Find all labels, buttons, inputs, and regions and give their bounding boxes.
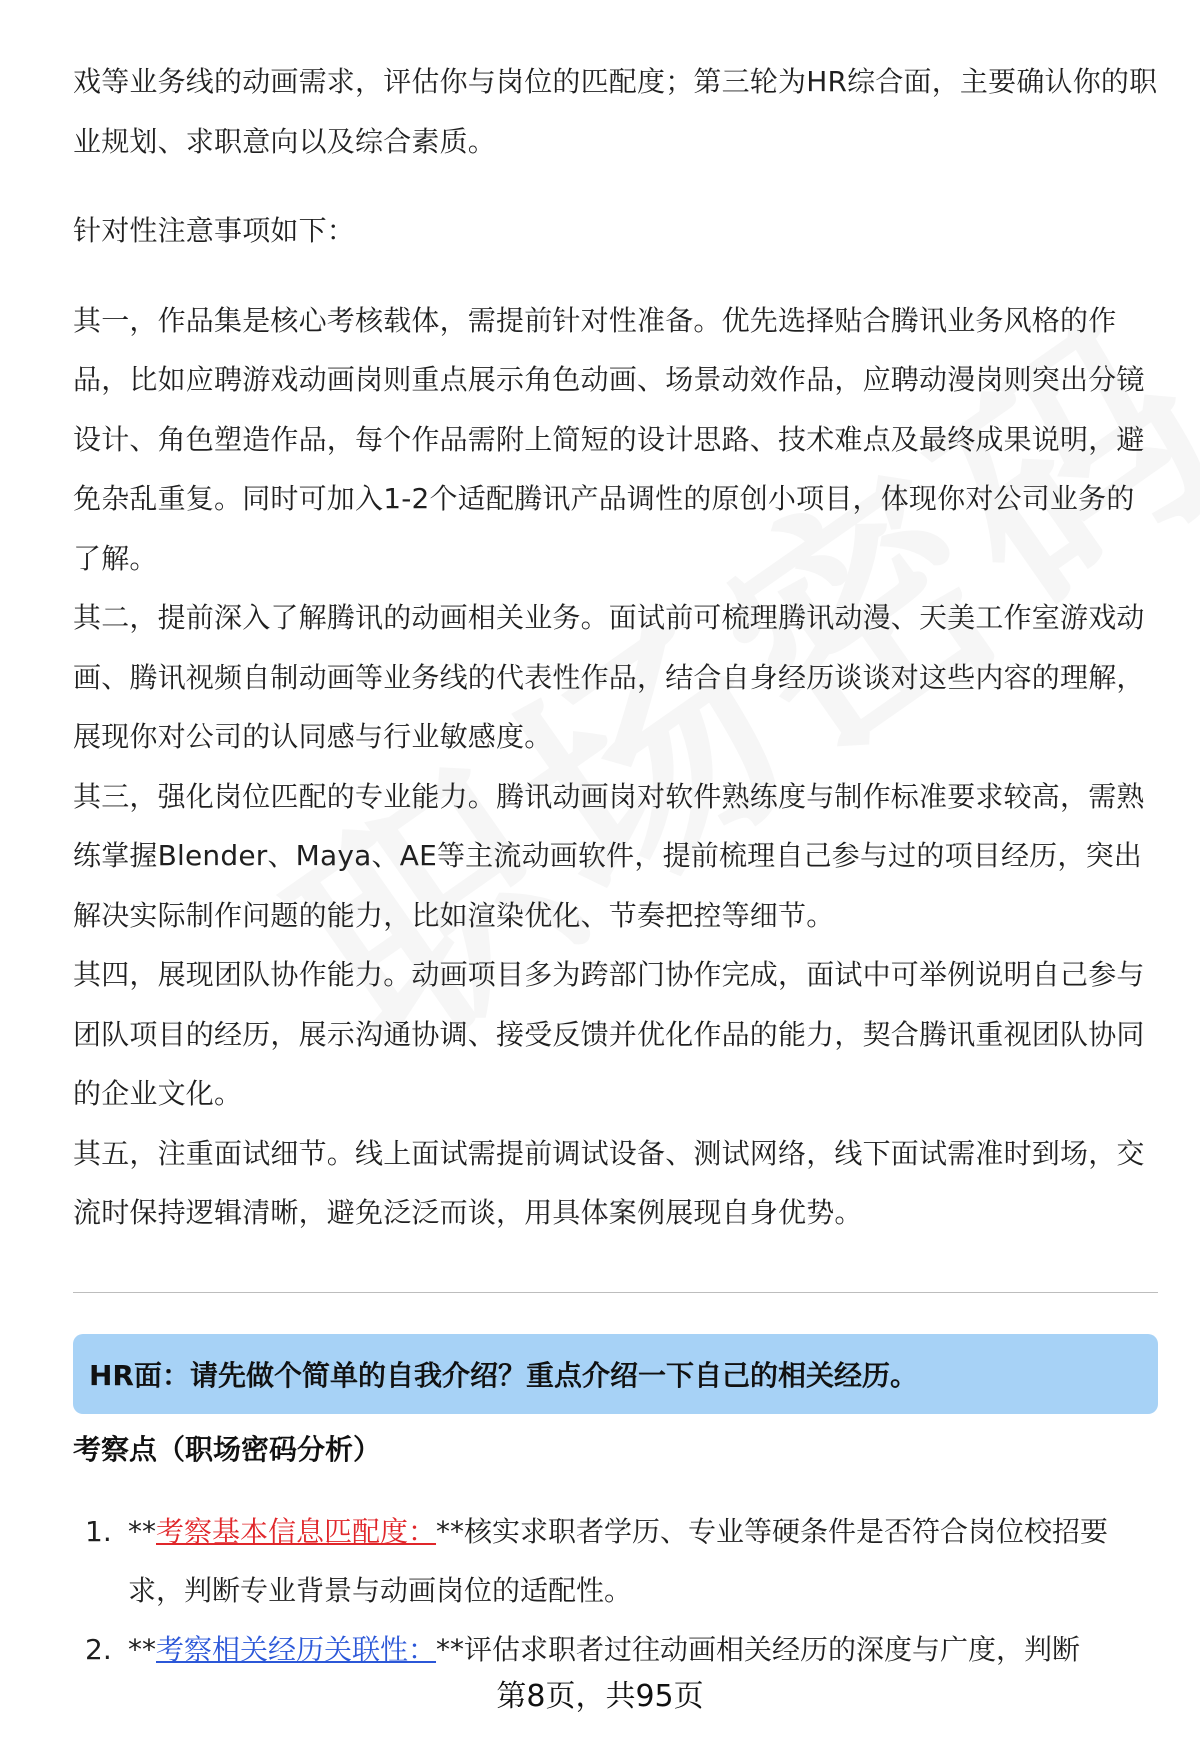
list-item-body: 核实求职者学历、专业等硬条件是否符合岗位校招要求，判断专业背景与动画岗位的适配性。 xyxy=(128,1515,1109,1607)
section-divider xyxy=(73,1292,1158,1293)
paragraph-point-4: 其四，展现团队协作能力。动画项目多为跨部门协作完成，面试中可举例说明自己参与团队项目的经历，展示沟通协调、接受反馈并优化作品的能力，契合腾讯重视团队协同的企业文化。 xyxy=(73,958,1145,1110)
list-item xyxy=(73,1620,1158,1679)
paragraph-point-3: 其三，强化岗位匹配的专业能力。腾讯动画岗对软件熟练度与制作标准要求较高，需熟练掌握Blender、Maya、AE等主流动画软件，提前梳理自己参与过的项目经历，突出解决实际制作问题的能力，比如渲染优化、节奏把控等细节。 xyxy=(73,779,1145,932)
list-item xyxy=(73,1502,1158,1620)
paragraph-intro: 戏等业务线的动画需求，评估你与岗位的匹配度；第三轮为HR综合面，主要确认你的职业规划、求职意向以及综合素质。 xyxy=(73,65,1158,158)
body-content xyxy=(73,52,1158,1243)
analysis-heading: 考察点（职场密码分析） xyxy=(73,1433,382,1466)
question-box xyxy=(73,1334,1158,1414)
bold-marker: ** xyxy=(436,1515,465,1548)
link-experience-relevance[interactable]: 考察相关经历关联性： xyxy=(156,1633,437,1666)
list-item-text xyxy=(128,1620,1158,1679)
analysis-list xyxy=(73,1502,1158,1679)
paragraph-point-2: 其二，提前深入了解腾讯的动画相关业务。面试前可梳理腾讯动漫、天美工作室游戏动画、腾讯视频自制动画等业务线的代表性作品，结合自身经历谈谈对这些内容的理解，展现你对公司的认同感与行业敏感度。 xyxy=(73,601,1145,753)
bold-marker: ** xyxy=(436,1633,465,1666)
paragraph-point-5: 其五，注重面试细节。线上面试需提前调试设备、测试网络，线下面试需准时到场，交流时保持逻辑清晰，避免泛泛而谈，用具体案例展现自身优势。 xyxy=(73,1136,1145,1229)
list-item-body: 评估求职者过往动画相关经历的深度与广度，判断 xyxy=(464,1633,1081,1666)
bold-marker: ** xyxy=(128,1515,156,1548)
bold-marker: ** xyxy=(128,1633,156,1666)
question-text: HR面：请先做个简单的自我介绍？重点介绍一下自己的相关经历。 xyxy=(89,1359,918,1392)
list-item-text xyxy=(128,1502,1158,1620)
list-number: 2. xyxy=(85,1633,112,1666)
paragraph-point-1: 其一，作品集是核心考核载体，需提前针对性准备。优先选择贴合腾讯业务风格的作品，比如应聘游戏动画岗则重点展示角色动画、场景动效作品，应聘动漫岗则突出分镜设计、角色塑造作品，每个作品需附上简短的设计思路、技术难点及最终成果说明，避免杂乱重复。同时可加入1-2个适配腾讯产品调性的原创小项目，体现你对公司业务的了解。 xyxy=(73,303,1145,575)
list-number: 1. xyxy=(85,1515,112,1548)
paragraph-notes-heading: 针对性注意事项如下： xyxy=(73,214,356,247)
page-footer: 第8页，共95页 xyxy=(496,1679,704,1714)
link-basic-info-match[interactable]: 考察基本信息匹配度： xyxy=(156,1515,437,1548)
